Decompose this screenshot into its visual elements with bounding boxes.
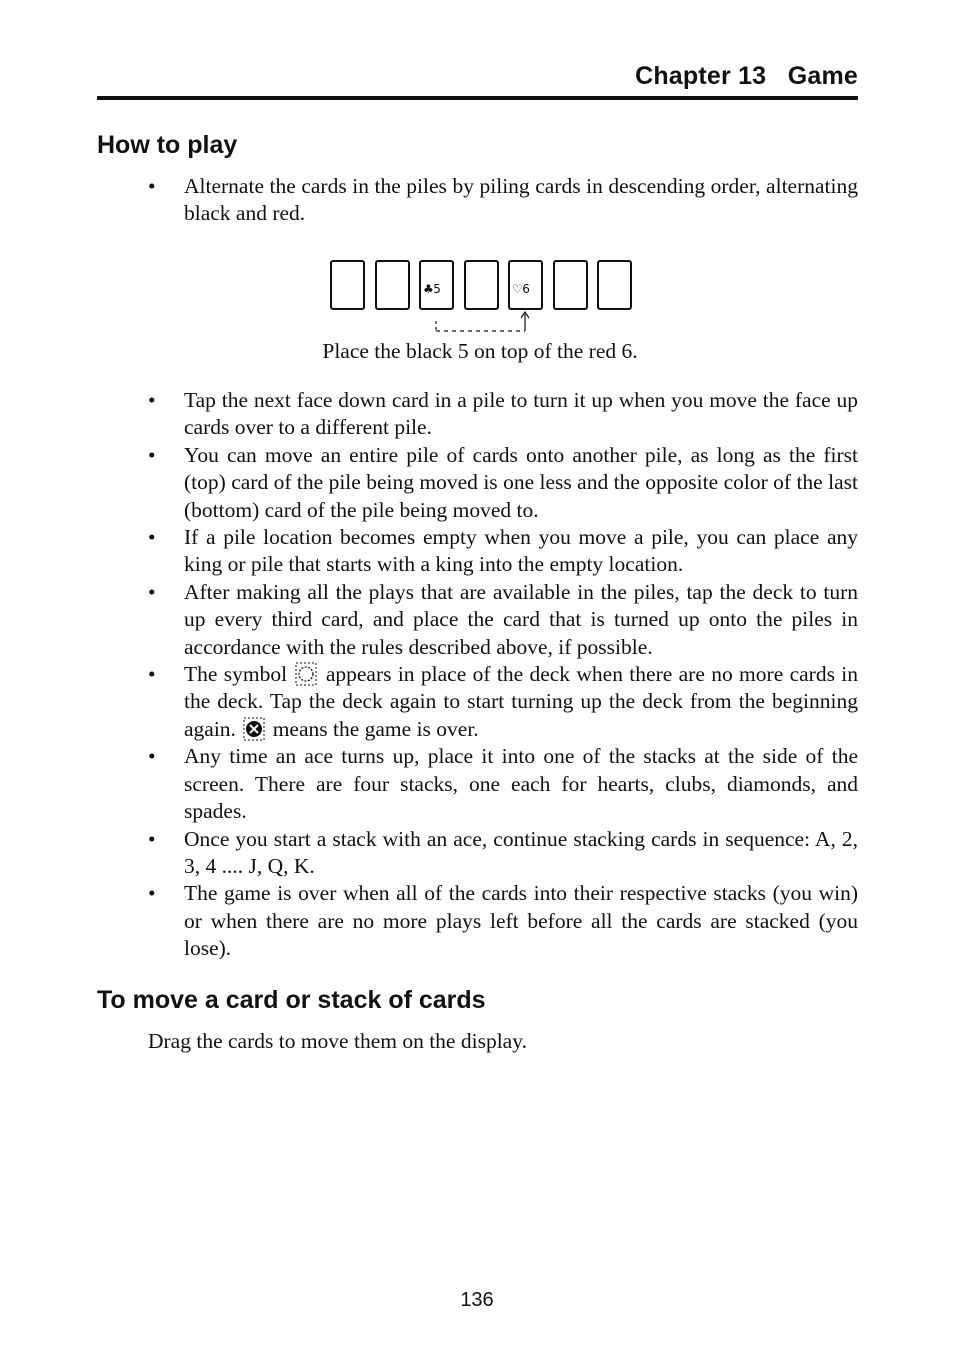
list-item-text: appears in place of the deck when there are no more cards in the deck. Tap the deck again to start turning up the deck from the beginning again. xyxy=(184,662,859,741)
list-item xyxy=(150,880,858,962)
list-item xyxy=(150,743,858,825)
list-item xyxy=(150,826,858,881)
bullet-mark: • xyxy=(148,525,156,550)
section-heading-move-cards: To move a card or stack of cards xyxy=(97,986,486,1014)
bullet-mark: • xyxy=(148,174,156,198)
card-label: ♣5 xyxy=(423,282,441,296)
list-item-text: Once you start a stack with an ace, continue stacking cards in sequence: A, 2, 3, 4 .... J, Q, K. xyxy=(184,826,858,878)
body-paragraph: Drag the cards to move them on the display. xyxy=(148,1029,527,1053)
bullet-mark: • xyxy=(148,662,156,687)
bullet-mark: • xyxy=(148,388,156,412)
list-item xyxy=(150,442,858,524)
dotted-circle-icon xyxy=(295,662,317,686)
page-header xyxy=(97,60,858,102)
list-item xyxy=(150,524,858,579)
list-item xyxy=(150,173,858,228)
list-item-text: Tap the next face down card in a pile to turn it up when you move the face up cards over to a different pile. xyxy=(184,388,858,440)
bullet-list-rules xyxy=(150,387,858,963)
list-item-text: If a pile location becomes empty when you move a pile, you can place any king or pile that starts with a king into the empty location. xyxy=(184,525,858,577)
move-arrow xyxy=(300,258,660,338)
list-item xyxy=(150,387,858,442)
bullet-mark: • xyxy=(148,881,156,906)
list-item-text: means the game is over. xyxy=(272,716,479,741)
bullet-mark: • xyxy=(148,442,156,467)
bullet-mark: • xyxy=(148,579,156,604)
bullet-list-intro xyxy=(150,173,858,228)
page-number: 136 xyxy=(460,1289,494,1311)
bullet-mark: • xyxy=(148,744,156,769)
list-item-text: You can move an entire pile of cards onto another pile, as long as the first (top) card of the pile being moved is one less and the opposite color of the last (bottom) card of the pile being moved to. xyxy=(184,442,858,522)
list-item xyxy=(150,661,858,743)
card-label: ♡6 xyxy=(512,282,530,296)
list-item-text: Alternate the cards in the piles by piling cards in descending order, alternating black and red. xyxy=(184,174,858,226)
figure-caption: Place the black 5 on top of the red 6. xyxy=(322,339,638,363)
list-item-text: Any time an ace turns up, place it into one of the stacks at the side of the screen. There are four stacks, one each for hearts, clubs, diamonds, and spades. xyxy=(184,744,858,824)
bullet-mark: • xyxy=(148,826,156,851)
card-diagram xyxy=(300,258,660,368)
list-item xyxy=(150,579,858,661)
list-item-text: After making all the plays that are available in the piles, tap the deck to turn up every third card, and place the card that is turned up onto the piles in accordance with the rules described above, if possible. xyxy=(184,579,858,659)
x-circle-icon xyxy=(243,717,265,741)
list-item-text: The game is over when all of the cards into their respective stacks (you win) or when there are no more plays left before all the cards are stacked (you lose). xyxy=(184,881,858,961)
list-item-text: The symbol xyxy=(184,662,288,687)
chapter-title: Chapter 13 Game xyxy=(635,62,858,90)
header-rule xyxy=(97,96,858,100)
section-heading-how-to-play: How to play xyxy=(97,131,238,159)
